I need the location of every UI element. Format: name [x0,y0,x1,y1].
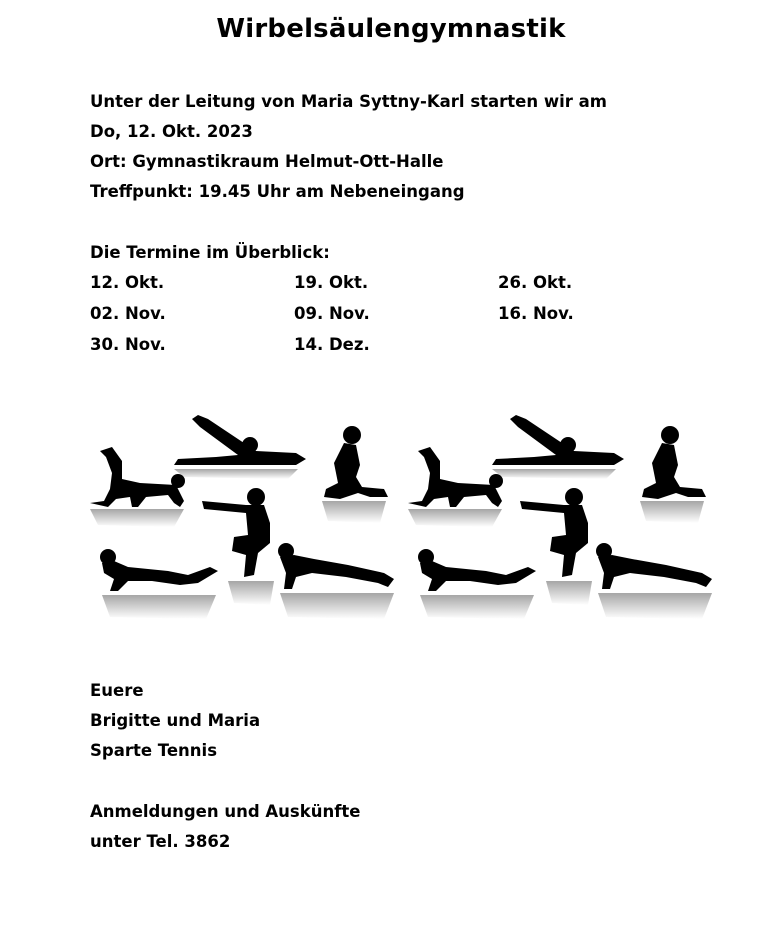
intro-location: Ort: Gymnastikraum Helmut-Ott-Halle [90,152,444,171]
contact-heading: Anmeldungen und Auskünfte [90,802,361,821]
schedule-date: 02. Nov. [90,304,166,323]
intro-leader-line: Unter der Leitung von Maria Syttny-Karl starten wir am [90,92,607,111]
schedule-date: 12. Okt. [90,273,165,292]
intro-start-date: Do, 12. Okt. 2023 [90,122,253,141]
schedule-date: 16. Nov. [498,304,574,323]
schedule-date: 26. Okt. [498,273,573,292]
signature-department: Sparte Tennis [90,741,218,760]
exercise-silhouettes-icon [88,405,723,645]
contact-phone: unter Tel. 3862 [90,832,231,851]
schedule-date: 30. Nov. [90,335,166,354]
schedule-date: 14. Dez. [294,335,370,354]
page-title: Wirbelsäulengymnastik [216,14,566,44]
schedule-date: 09. Nov. [294,304,370,323]
intro-meeting-point: Treffpunkt: 19.45 Uhr am Nebeneingang [90,182,465,201]
signature-greeting: Euere [90,681,144,700]
schedule-heading: Die Termine im Überblick: [90,243,330,262]
signature-names: Brigitte und Maria [90,711,261,730]
schedule-date: 19. Okt. [294,273,369,292]
